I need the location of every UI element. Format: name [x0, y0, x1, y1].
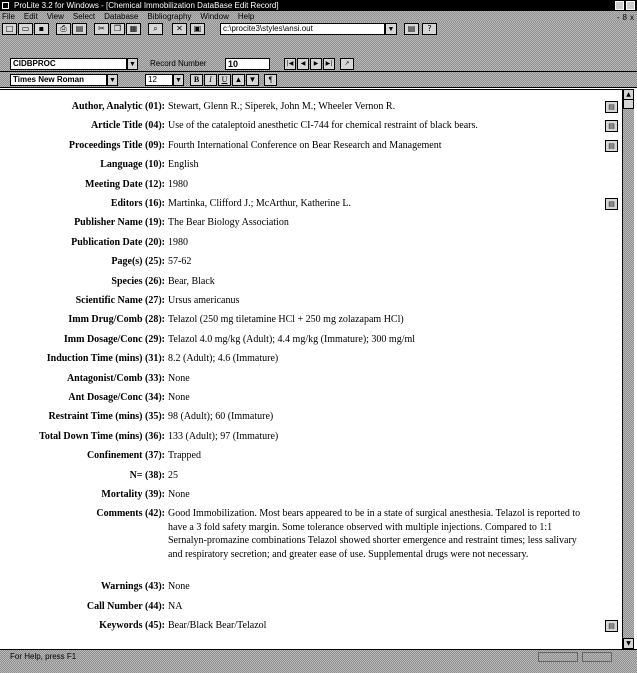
record-number-field[interactable]: 10 — [225, 58, 270, 70]
field-value[interactable]: None — [168, 581, 190, 593]
field-value[interactable]: 1980 — [168, 236, 188, 248]
format-toolbar — [0, 72, 637, 88]
scroll-up-icon[interactable]: ▲ — [623, 89, 634, 100]
field-label: Induction Time (mins) (31): — [46, 353, 165, 365]
field-value[interactable]: Stewart, Glenn R.; Siperek, John M.; Wheeler Vernon R. — [168, 101, 396, 112]
menu-bar — [0, 11, 637, 22]
record-toolbar — [0, 56, 637, 72]
field-value[interactable]: Telazol 4.0 mg/kg (Adult); 4.4 mg/kg (Immature); 300 mg/ml — [168, 333, 416, 345]
field-label: N= (38): — [129, 469, 165, 481]
field-value[interactable]: English — [168, 159, 199, 171]
font-dropdown-icon[interactable]: ▼ — [107, 74, 118, 86]
field-label: Language (10): — [100, 159, 165, 171]
font-size-dropdown-icon[interactable]: ▼ — [173, 74, 184, 86]
print-icon[interactable]: ⎙ — [56, 23, 71, 35]
record-number-label: Record Number — [150, 59, 207, 68]
output-style-dropdown-icon[interactable]: ▼ — [385, 23, 397, 35]
database-select[interactable]: CIDBPROC — [10, 58, 127, 70]
menu-view[interactable]: View — [46, 12, 64, 21]
next-record-icon[interactable]: ▶ — [310, 58, 322, 70]
title-bar — [0, 0, 637, 11]
field-value[interactable]: Bear/Black Bear/Telazol — [168, 620, 267, 632]
scroll-down-icon[interactable]: ▼ — [623, 638, 634, 649]
cut-icon[interactable]: ✂ — [94, 23, 109, 35]
menu-bibliography[interactable]: Bibliography — [147, 12, 192, 21]
field-value[interactable]: Trapped — [168, 450, 201, 462]
field-value[interactable]: 98 (Adult); 60 (Immature) — [168, 411, 274, 423]
output-style-field[interactable]: c:\procite3\styles\ansi.out — [220, 23, 385, 35]
mdi-close-button[interactable]: x — [630, 13, 634, 22]
copy-icon[interactable]: ❐ — [110, 23, 125, 35]
field-value[interactable]: 8.2 (Adult); 4.6 (Immature) — [168, 353, 279, 365]
field-label: Mortality (39): — [101, 489, 165, 500]
last-record-icon[interactable]: ▶| — [323, 58, 335, 70]
field-label: Page(s) (25): — [111, 256, 165, 268]
status-panel — [582, 652, 612, 662]
field-label: Imm Dosage/Conc (29): — [63, 333, 165, 345]
record-form — [0, 89, 622, 649]
field-label: Ant Dosage/Conc (34): — [68, 392, 165, 403]
field-label: Restraint Time (mins) (35): — [48, 411, 165, 423]
term-list-icon[interactable]: ▤ — [605, 198, 618, 210]
menu-select[interactable]: Select — [72, 12, 96, 21]
menu-database[interactable]: Database — [104, 12, 139, 21]
field-value[interactable]: Good Immobilization. Most bears appeared to be in a state of surgical anesthesia. Telazol is reported to have a 3 fold safety margin. Some tolerance observed with multiple injections. Compared to 1:1 Sernalyn-promazine combinations Telazol showed shorter emergence and restraint times; less salivary and respiratory secretion; and greater ease of use. Supplemental drugs were not necessary. — [168, 508, 581, 560]
menu-help[interactable]: Help — [237, 12, 255, 21]
field-label: Publication Date (20): — [71, 236, 165, 248]
field-value[interactable]: 133 (Adult); 97 (Immature) — [168, 430, 279, 442]
save-icon[interactable]: ▪ — [34, 23, 49, 35]
field-value[interactable]: Martinka, Clifford J.; McArthur, Katherine L. — [168, 198, 351, 209]
goto-record-icon[interactable]: ↗ — [340, 58, 354, 70]
font-size-select[interactable]: 12 — [145, 74, 173, 86]
minimize-button[interactable] — [615, 1, 624, 10]
first-record-icon[interactable]: |◀ — [284, 58, 296, 70]
underline-icon[interactable]: U — [218, 74, 231, 86]
field-label: Proceedings Title (09): — [68, 139, 165, 151]
field-value[interactable]: Use of the cataleptoid anesthetic CI-744 for chemical restraint of black bears. — [168, 120, 478, 132]
field-value[interactable]: None — [168, 392, 190, 403]
field-value[interactable]: Ursus americanus — [168, 295, 240, 306]
paste-icon[interactable]: ▦ — [126, 23, 141, 35]
field-value[interactable]: None — [168, 489, 190, 500]
superscript-icon[interactable]: ▲ — [232, 74, 245, 86]
term-list-icon[interactable]: ▤ — [605, 101, 618, 113]
field-value[interactable]: 25 — [168, 469, 178, 481]
open-icon[interactable]: ▭ — [18, 23, 33, 35]
field-value[interactable]: None — [168, 372, 190, 384]
previous-record-icon[interactable]: ◀ — [297, 58, 309, 70]
field-label: Confinement (37): — [86, 450, 165, 462]
paragraph-icon[interactable]: ¶ — [264, 74, 277, 86]
field-value[interactable]: Bear, Black — [168, 275, 215, 287]
field-label: Article Title (04): — [90, 120, 165, 132]
field-value[interactable]: 1980 — [168, 178, 188, 190]
delete-icon[interactable]: ✕ — [172, 23, 187, 35]
term-list-icon[interactable]: ▤ — [605, 620, 618, 632]
status-bar — [0, 649, 637, 663]
field-label: Total Down Time (mins) (36): — [39, 430, 165, 442]
window-title: ProLite 3.2 for Windows - [Chemical Immobilization DataBase Edit Record] — [14, 1, 279, 10]
field-label: Meeting Date (12): — [85, 178, 165, 190]
field-label: Comments (42): — [96, 508, 165, 520]
properties-icon[interactable]: ▣ — [190, 23, 205, 35]
status-text: For Help, press F1 — [10, 652, 77, 661]
field-label: Author, Analytic (01): — [71, 101, 165, 112]
mdi-minimize-button[interactable]: - — [616, 13, 620, 22]
field-label: Call Number (44): — [86, 600, 165, 612]
subscript-icon[interactable]: ▼ — [246, 74, 259, 86]
search-icon[interactable]: ⌕ — [148, 23, 163, 35]
system-menu-icon[interactable] — [2, 2, 9, 9]
window-frame-bottom — [0, 663, 637, 673]
mdi-restore-button[interactable]: 8 — [622, 13, 627, 22]
field-label: Editors (16): — [110, 198, 165, 209]
menu-file[interactable]: File — [2, 12, 15, 21]
term-list-icon[interactable]: ▤ — [605, 120, 618, 132]
field-value[interactable]: The Bear Biology Association — [168, 217, 289, 229]
italic-icon[interactable]: I — [204, 74, 217, 86]
field-value[interactable]: 57-62 — [168, 256, 192, 268]
field-label: Warnings (43): — [100, 581, 165, 593]
status-panel — [538, 652, 578, 662]
scroll-thumb[interactable] — [623, 99, 634, 109]
field-label: Antagonist/Comb (33): — [66, 372, 165, 384]
field-label: Publisher Name (19): — [74, 217, 165, 229]
menu-window[interactable]: Window — [200, 12, 229, 21]
term-list-icon[interactable]: ▤ — [605, 140, 618, 152]
field-value[interactable]: NA — [168, 600, 183, 612]
format-bibliography-icon[interactable]: ▤ — [404, 23, 419, 35]
field-value[interactable]: Telazol (250 mg tiletamine HCl + 250 mg zolazapam HCl) — [168, 314, 404, 326]
maximize-button[interactable] — [626, 1, 635, 10]
field-label: Scientific Name (27): — [75, 295, 165, 306]
preview-icon[interactable]: ▤ — [72, 23, 87, 35]
toolbar-spacer — [0, 36, 637, 56]
field-label: Keywords (45): — [99, 620, 165, 632]
bold-icon[interactable]: B — [190, 74, 203, 86]
new-record-icon[interactable]: □ — [2, 23, 17, 35]
help-pointer-icon[interactable]: ? — [422, 23, 437, 35]
menu-edit[interactable]: Edit — [23, 12, 38, 21]
field-value[interactable]: Fourth International Conference on Bear Research and Management — [168, 139, 442, 151]
field-label: Species (26): — [111, 275, 165, 287]
database-dropdown-icon[interactable]: ▼ — [127, 58, 138, 70]
font-select[interactable]: Times New Roman — [10, 74, 107, 86]
vertical-scrollbar[interactable] — [622, 89, 634, 649]
main-toolbar — [0, 22, 637, 36]
field-label: Imm Drug/Comb (28): — [68, 314, 165, 326]
